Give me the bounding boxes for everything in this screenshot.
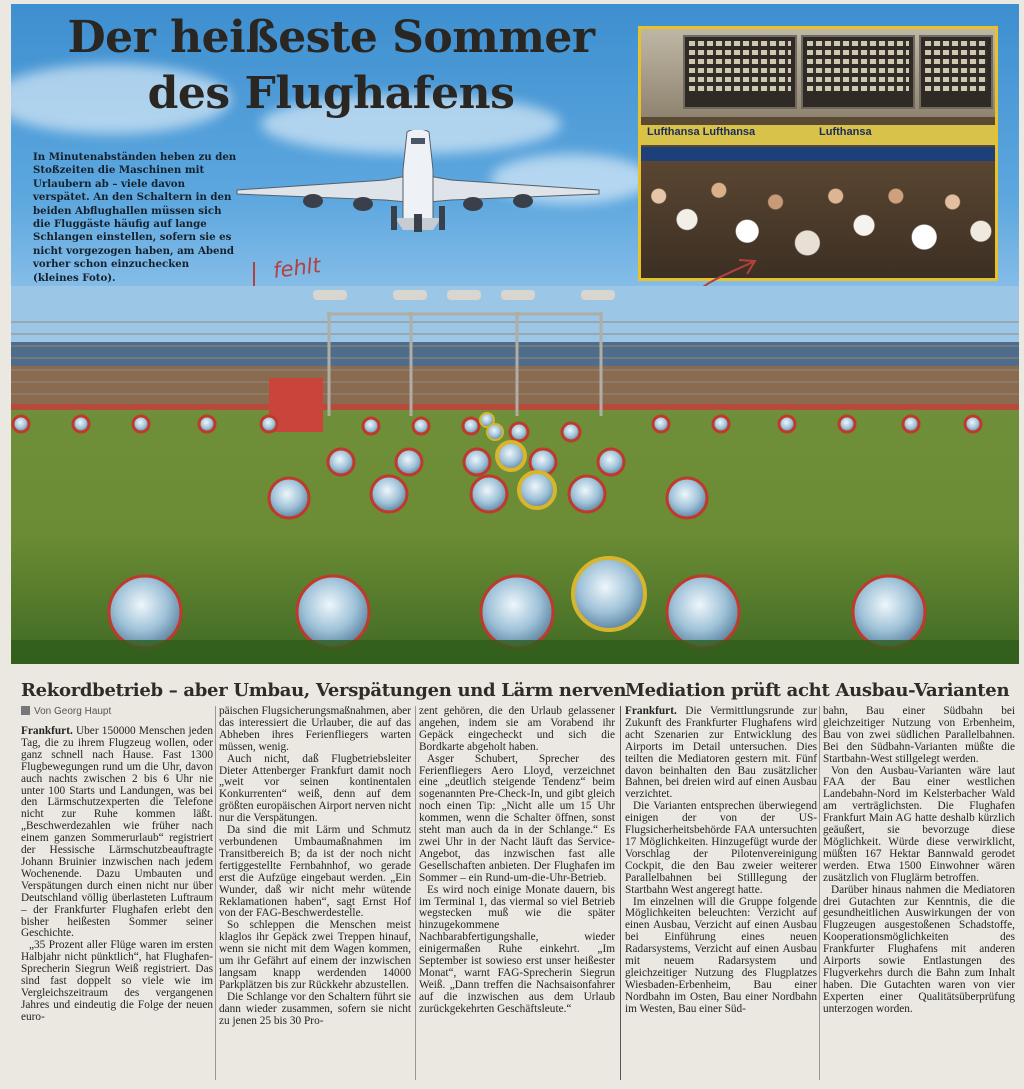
article-paragraph: Darüber hinaus nahmen die Mediatoren drei Gutachten zur Kenntnis, die die gesundheitlichen Auswirkungen der von Flugzeugen ausgestoßenen Schadstoffe, Kooperationsmöglichkeiten des Frankfurter Flughafens mit anderen Airports sowie Entlastungen des Flugverkehrs durch die Bahn zum Inhalt haben. Die Gutachten waren von vier Experten einer Qualitätsüberprüfung unterzogen worden.: [823, 883, 1015, 1015]
article-headline: Rekordbetrieb – aber Umbau, Verspätungen und Lärm nerven: [21, 680, 627, 701]
article-paragraph: Asger Schubert, Sprecher des Ferienfliegers Aero Lloyd, verzeichnet eine „deutlich steigende Tendenz“ beim sogenannten Pre-Check-In, und gibt gleich noch einen Tip: „Nicht alle um 15 Uhr kommen, wenn die Schalter öffnen, sonst steht man auch da in der Schlange.“ Es zwei Uhr in der Nacht läuft das Service-Angebot, das inzwischen fast alle Gesellschaften anbieten. Der Flughafen im Sommer – ein Rund-um-die-Uhr-Betrieb.: [419, 752, 615, 884]
article-paragraph: zent gehören, die den Urlaub gelassener angehen, indem sie am Vorabend ihr Gepäck eingecheckt und sich die Bordkarte abgeholt haben.: [419, 706, 615, 753]
article-column: [219, 706, 411, 1086]
article-divider: [620, 706, 621, 1080]
article-paragraph: bahn, Bau einer Südbahn bei gleichzeitiger Nutzung von Erbenheim, Bau von zwei südlichen Parallelbahnen. Bei den Südbahn-Varianten müßte die Startbahn-West stillgelegt werden.: [823, 706, 1015, 765]
headline-line-2: des Flughafens: [147, 68, 515, 119]
column-rule: [415, 706, 416, 1080]
article-paragraph: „35 Prozent aller Flüge waren im ersten Halbjahr nicht pünktlich“, hat Flughafen-Sprecherin Siegrun Weiß registriert. Das sind fast doppelt so viele wie im Vergleichszeitraum des vergangenen Jahres und eindeutig die Folge der neuen euro-: [21, 939, 213, 1023]
article-column: [823, 706, 1015, 1086]
article-column: [419, 706, 615, 1086]
article-paragraph: päischen Flugsicherungsmaßnahmen, aber das interessiert die Urlauber, die auf das Abheben ihres Ferienfliegers warten müssen, wenig.: [219, 706, 411, 753]
article-section: [11, 670, 1019, 1086]
departure-board: [801, 35, 915, 109]
article-paragraph: Die Varianten entsprechen überwiegend einigen der von der US-Flugsicherheitsbehörde FAA untersuchten 17 Möglichkeiten. Hinzugefügt wurde der Vorschlag der Pilotenvereinigung Cockpit, die den Bau zweier weiterer Parallelbahnen bei Stilllegung der Startbahn West angeregt hatte.: [625, 800, 817, 896]
article-paragraph: Es wird noch einige Monate dauern, bis im Terminal 1, das viermal so viel Betrieb wegstecken muß wie die später hinzugekommene Nachbarabfertigungshalle, wieder einigermaßen Ruhe einkehrt. „Im September ist sowieso erst unser heißester Monat“, warnt FAG-Sprecherin Siegrun Weiß. „Dann treffen die Nachsaisonfahrer auf die inzwischen aus dem Urlaub zurückgekehrten Geschäftsleute.“: [419, 883, 615, 1015]
runway-photo: [11, 4, 1019, 664]
column-rule: [819, 706, 820, 1080]
article-paragraph: So schleppen die Menschen meist klaglos ihr Gepäck zwei Treppen hinauf, wenn sie nicht mit dem Wagen kommen, um ihr Gefährt auf einem der inzwischen langsam knapp werdenden 14000 Parkplätzen bis zur Rückkehr abzustellen.: [219, 919, 411, 991]
article-column: [625, 706, 817, 1086]
runway-approach-lights: [11, 286, 1019, 664]
article-paragraph: [625, 706, 817, 801]
byline-marker-icon: [21, 706, 30, 715]
article-paragraph: Da sind die mit Lärm und Schmutz verbundenen Umbaumaßnahmen im Transitbereich B; da ist der noch nicht fertiggestellte Fernbahnhof, wo gerade erst die Aufzüge eingebaut werden. „Ein Wunder, daß wir nicht mehr wütende Reklamationen haben“, sagt Ernst Hof von der FAG-Beschwerdestelle.: [219, 824, 411, 920]
paragraph-text: Die Vermittlungsrunde zur Zukunft des Frankfurter Flughafens wird acht Szenarien zur Entwicklung des Airports im Detail untersuchen. Dies teilten die Mediatoren gestern mit. Fünf davon beinhalten den Bau zusätzlicher Bahnen, bei dreien wird auf einen Ausbau verzichtet.: [625, 706, 817, 801]
main-headline: [11, 10, 651, 122]
headline-line-1: Der heißeste Sommer: [67, 12, 595, 63]
airline-sign-text: Lufthansa Lufthansa: [647, 126, 756, 138]
paragraph-text: Über 150000 Menschen jeden Tag, die zu ihrem Flugzeug wollen, oder ganz schnell nach Hause. Fast 1300 Flugbewegungen rund um die Uhr, davon auch nachts zwischen 2 bis 6 Uhr nie unter 100 Starts und Landungen, was bei den Lärmschutzexperten die Telefone nicht zur Ruhe kommen läßt. „Beschwerdezahlen wie früher nach einem ganzen Sommerurlaub“ registriert der Hessische Lärmschutzbeauftragte Johann Bruinier inzwischen nach jedem Wochenende. Dazu Umbauten und Verspätungen durch einen nicht nur über Deutschland völlig überlasteten Luftraum – der Frankfurter Flughafen erlebt den bisher heißesten Sommer seiner Geschichte.: [21, 726, 213, 940]
column-rule: [215, 706, 216, 1080]
article-paragraph: Die Schlange vor den Schaltern führt sie dann wieder zusammen, sofern sie nicht zu jenen 25 bis 30 Pro-: [219, 990, 411, 1027]
article-headline: Mediation prüft acht Ausbau-Varianten: [625, 680, 1010, 701]
article-column: [21, 726, 213, 1086]
article-paragraph: Von den Ausbau-Varianten wäre laut FAA der Bau einer westlichen Landebahn-Nord im Kelsterbacher Wald am verträglichsten. Die Flughafen Frankfurt Main AG hatte deshalb kürzlich geäußert, sie bevorzuge diese Möglichkeit. Würde diese verwirklicht, müßten 167 Hektar Bannwald gerodet werden. Etwa 1500 Einwohner wären zusätzlich von Fluglärm betroffen.: [823, 764, 1015, 884]
byline-text: Von Georg Haupt: [34, 706, 112, 717]
byline: [21, 706, 111, 717]
departure-board: [919, 35, 993, 109]
photo-caption: In Minutenabständen heben zu den Stoßzeiten die Maschinen mit Urlaubern ab – viele davon verspätet. An den Schaltern in den beiden Abflughallen müssen sich die Fluggäste häufig auf lange Schlangen einstellen, sofern sie es nicht vorgezogen haben, am Abend vorher schon einzuchecken (kleines Foto).: [33, 151, 237, 284]
dateline: Frankfurt.: [21, 726, 73, 737]
airline-sign-text: Lufthansa: [819, 126, 872, 138]
article-paragraph: Auch nicht, daß Flugbetriebsleiter Dieter Attenberger Frankfurt damit noch „weit vor seinen kontinentalen Konkurrenten“ weiß, denn auf dem größten europäischen Airport nerven nicht nur die Verspätungen.: [219, 752, 411, 825]
departure-board: [683, 35, 797, 109]
inset-photo-check-in-hall: [638, 26, 998, 281]
dateline: Frankfurt.: [625, 706, 677, 717]
article-paragraph: Im einzelnen will die Gruppe folgende Möglichkeiten beleuchten: Verzicht auf einen Ausbau, Verzicht auf einen Ausbau bei Einführung eines neuen Radarsystems, Verzicht auf einen Ausbau mit neuem Radarsystem und gleichzeitiger Nutzung des Flugplatzes Wiesbaden-Erbenheim, Bau einer Nordbahn im Osten, Bau einer Nordbahn im Westen, Bau einer Süd-: [625, 895, 817, 1015]
article-paragraph: [21, 726, 213, 940]
check-in-counter-signs: [641, 147, 995, 161]
airplane-illustration: [235, 130, 601, 236]
handwritten-note: fehlt: [271, 253, 322, 283]
